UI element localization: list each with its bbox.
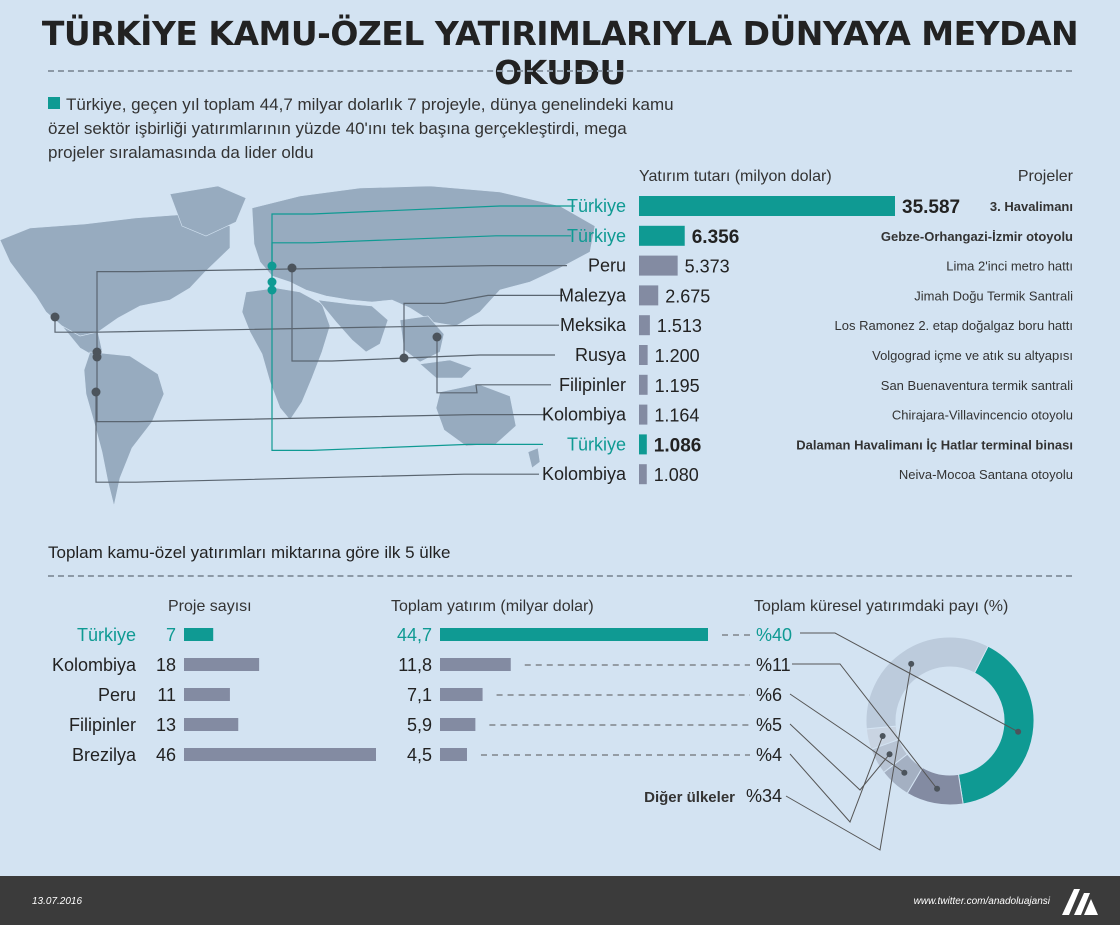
top-value-label: 1.195 [654, 375, 700, 396]
top-value-label: 1.164 [654, 405, 700, 426]
count-value-label: 7 [165, 625, 176, 645]
top-bar [639, 256, 678, 276]
map-location-dot [268, 278, 277, 287]
top-bar [639, 464, 647, 484]
top-project-label: 3. Havalimanı [989, 199, 1073, 214]
invest-value-label: 44,7 [396, 625, 432, 645]
top-country-label: Meksika [559, 315, 626, 336]
bottom-country-label: Peru [97, 685, 136, 705]
invest-bar [440, 688, 483, 701]
count-value-label: 18 [155, 655, 176, 675]
top-value-label: 1.200 [654, 346, 700, 366]
share-value-label: %4 [756, 745, 783, 765]
top-value-label: 6.356 [691, 226, 740, 248]
invest-bar [440, 718, 475, 731]
top-country-label: Türkiye [566, 196, 626, 216]
invest-value-label: 7,1 [406, 685, 432, 705]
top-bar [639, 405, 647, 425]
share-value-label: %5 [756, 715, 783, 735]
share-value-label: %11 [756, 655, 791, 675]
donut-leader-dot [880, 733, 886, 739]
donut-leader-dot [901, 770, 907, 776]
count-bar [184, 748, 376, 761]
bottom-country-label: Brezilya [71, 745, 136, 765]
map-location-dot [400, 354, 409, 363]
top-bar [639, 375, 648, 395]
other-countries-label: Diğer ülkeler [644, 789, 735, 806]
top-value-label: 35.587 [902, 197, 961, 218]
top-bar [639, 226, 685, 246]
count-value-label: 13 [155, 715, 176, 735]
top-project-label: Los Ramonez 2. etap doğalgaz boru hattı [834, 318, 1073, 334]
top-value-label: 1.080 [653, 465, 699, 486]
top-bar [639, 285, 658, 305]
top-bar [639, 434, 647, 454]
map-location-dot [288, 264, 297, 273]
map-location-dot [93, 348, 102, 357]
donut-leader-dot [908, 661, 914, 667]
invest-bar [440, 658, 511, 671]
top-value-label: 2.675 [665, 286, 711, 307]
page-title: TÜRKİYE KAMU-ÖZEL YATIRIMLARIYLA DÜNYAYA MEYDAN OKUDU [41, 14, 1079, 92]
north-america-shape [0, 214, 230, 336]
world-map [0, 186, 595, 506]
share-header: Toplam küresel yatırımdaki payı (%) [754, 598, 1009, 615]
top-project-label: Dalaman Havalimanı İç Hatlar terminal binası [796, 437, 1073, 453]
map-location-dot [268, 286, 277, 295]
count-bar [184, 628, 213, 641]
footer-twitter-link[interactable]: www.twitter.com/anadoluajansi [913, 896, 1050, 907]
top-value-label: 5.373 [684, 256, 730, 277]
top-project-label: Neiva-Mocoa Santana otoyolu [898, 467, 1073, 483]
map-location-dot [92, 388, 101, 397]
top-country-label: Türkiye [566, 434, 626, 455]
footer-bar [0, 876, 1120, 925]
new-zealand-shape [528, 448, 540, 468]
top-bar [639, 196, 895, 216]
top-country-label: Kolombiya [541, 404, 626, 425]
invest-value-label: 11,8 [398, 655, 432, 675]
count-value-label: 46 [155, 745, 176, 765]
anadolu-agency-logo-icon [1060, 885, 1100, 917]
donut-leader-dot [887, 751, 893, 757]
projects-header: Projeler [1017, 168, 1073, 185]
value-axis-header: Yatırım tutarı (milyon dolar) [639, 168, 832, 185]
donut-leader-dot [934, 786, 940, 792]
top-country-label: Rusya [574, 345, 626, 365]
top-project-label: San Buenaventura termik santrali [880, 377, 1073, 393]
top-value-label: 1.086 [653, 435, 702, 457]
bottom-country-label: Türkiye [76, 625, 136, 645]
share-value-label: %34 [746, 786, 783, 806]
donut-leader-dot [1015, 729, 1021, 735]
top-project-label: Lima 2'inci metro hattı [946, 258, 1073, 274]
bottom-country-label: Kolombiya [51, 655, 136, 675]
top-country-label: Filipinler [558, 374, 626, 395]
count-header: Proje sayısı [168, 598, 252, 615]
invest-value-label: 4,5 [406, 745, 432, 765]
count-bar [184, 688, 230, 701]
count-bar [184, 658, 259, 671]
top-project-label: Jimah Doğu Termik Santrali [914, 288, 1073, 304]
invest-bar [440, 748, 467, 761]
top-bar [639, 345, 648, 365]
top-bar-chart [542, 196, 1073, 485]
top-country-label: Türkiye [566, 225, 626, 246]
top-country-label: Peru [587, 255, 626, 276]
top-project-label: Gebze-Orhangazi-İzmir otoyolu [880, 228, 1073, 244]
share-value-label: %40 [756, 625, 793, 645]
map-location-dot [433, 333, 442, 342]
intro-text: Türkiye, geçen yıl toplam 44,7 milyar dolarlık 7 projeyle, dünya genelindeki kamu özel sektör işbirliği yatırımlarının yüzde 40'ını tek başına gerçekleştirdi, mega projeler sıralamasında da lider oldu [48, 95, 674, 162]
indonesia-shape [420, 360, 472, 378]
top-project-label: Volgograd içme ve atık su altyapısı [872, 348, 1073, 363]
top-country-label: Kolombiya [541, 464, 626, 485]
count-bar [184, 718, 238, 731]
map-location-dot [268, 262, 277, 271]
invest-header: Toplam yatırım (milyar dolar) [391, 598, 594, 615]
top-value-label: 1.513 [656, 316, 702, 337]
count-value-label: 11 [157, 685, 176, 705]
top-country-label: Malezya [558, 285, 626, 306]
section-title: Toplam kamu-özel yatırımları miktarına göre ilk 5 ülke [48, 543, 451, 562]
invest-bar [440, 628, 708, 641]
share-value-label: %6 [756, 685, 783, 705]
bottom-charts [52, 625, 1034, 850]
bottom-country-label: Filipinler [68, 715, 136, 735]
top-project-label: Chirajara-Villavincencio otoyolu [891, 407, 1073, 423]
africa-shape [242, 288, 330, 420]
footer-date: 13.07.2016 [32, 896, 83, 907]
top-bar [639, 315, 650, 335]
map-location-dot [51, 313, 60, 322]
invest-value-label: 5,9 [406, 715, 432, 735]
